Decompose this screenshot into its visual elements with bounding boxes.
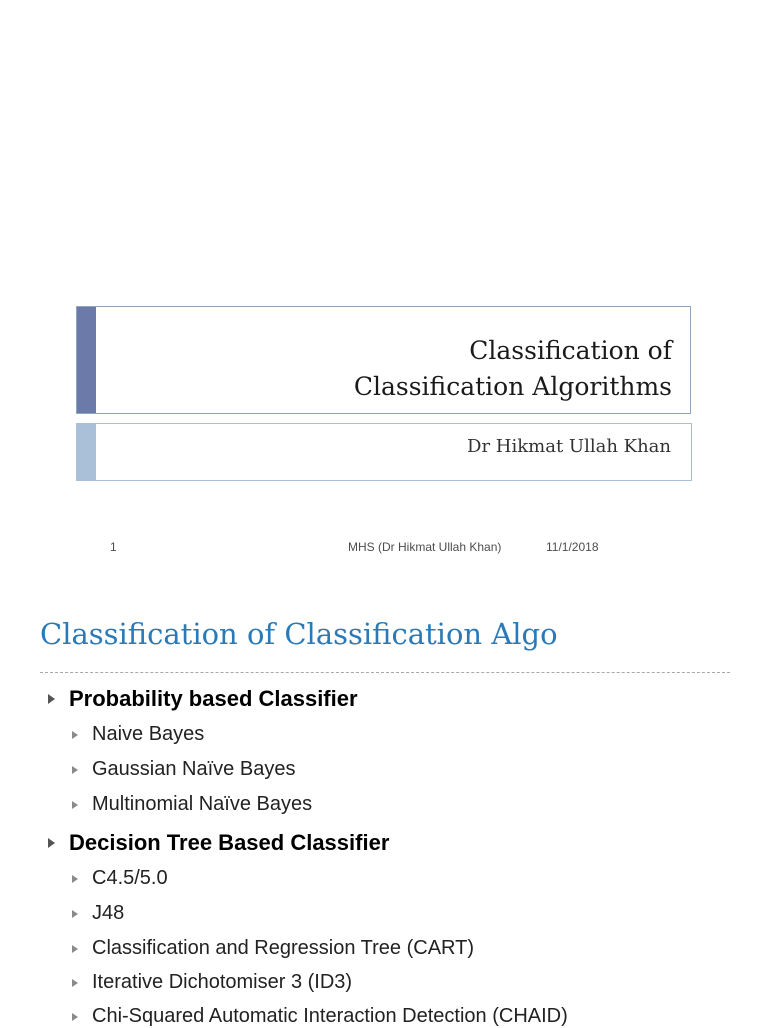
list-item [72, 1005, 568, 1028]
list-item [72, 902, 124, 925]
slide-subtitle: Dr Hikmat Ullah Khan [467, 436, 671, 457]
section-heading-label: Decision Tree Based Classifier [69, 830, 390, 855]
list-item [72, 723, 204, 746]
bullet-arrow-icon [72, 766, 78, 774]
bullet-arrow-icon [72, 1013, 78, 1021]
bullet-arrow-icon [72, 875, 78, 883]
subtitle-accent-bar [77, 424, 96, 480]
list-item-label: Iterative Dichotomiser 3 (ID3) [92, 971, 353, 993]
list-item-label: Multinomial Naïve Bayes [92, 793, 313, 815]
list-item [72, 793, 312, 816]
list-item-label: Gaussian Naïve Bayes [92, 758, 296, 780]
footer-date: 11/1/2018 [546, 540, 599, 554]
list-item [72, 758, 295, 781]
footer-slide-number: 1 [110, 540, 117, 554]
section-heading [48, 686, 358, 712]
bullet-arrow-icon [48, 694, 55, 704]
title-line-1: Classification of [469, 336, 672, 365]
title-line-2: Classification Algorithms [353, 372, 672, 401]
slide-title [354, 333, 672, 405]
content-slide-title: Classification of Classification Algo [40, 617, 558, 651]
title-box [76, 306, 691, 414]
list-item [72, 937, 474, 960]
bullet-arrow-icon [72, 731, 78, 739]
list-item-label: C4.5/5.0 [92, 867, 168, 889]
bullet-arrow-icon [48, 838, 55, 848]
list-item [72, 867, 168, 890]
subtitle-box [76, 423, 692, 481]
list-item [72, 971, 352, 994]
list-item-label: Classification and Regression Tree (CART) [92, 937, 475, 959]
bullet-arrow-icon [72, 910, 78, 918]
title-accent-bar [77, 307, 96, 413]
bullet-arrow-icon [72, 945, 78, 953]
footer-author: MHS (Dr Hikmat Ullah Khan) [348, 540, 502, 554]
section-heading-label: Probability based Classifier [69, 686, 358, 711]
title-divider [40, 672, 730, 673]
bullet-arrow-icon [72, 979, 78, 987]
list-item-label: Naive Bayes [92, 723, 205, 745]
list-item-label: J48 [92, 902, 125, 924]
bullet-arrow-icon [72, 801, 78, 809]
list-item-label: Chi-Squared Automatic Interaction Detection (CHAID) [92, 1005, 568, 1027]
section-heading [48, 830, 389, 856]
